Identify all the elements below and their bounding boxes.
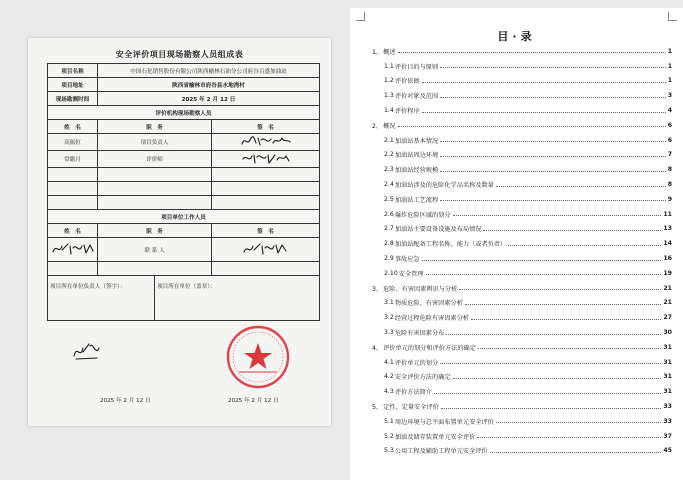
official-seal-stamp bbox=[225, 324, 291, 390]
toc-dot-leader bbox=[422, 112, 666, 113]
toc-entry-number: 2.1 bbox=[384, 136, 394, 144]
toc-entry[interactable] bbox=[372, 59, 672, 74]
toc-entry[interactable] bbox=[372, 133, 672, 148]
unit-section-heading: 项目单位工作人员 bbox=[48, 210, 320, 224]
project-address-label: 项目地址 bbox=[48, 78, 98, 92]
toc-entry-title: 加油站配备工程名称、能力（或者负责） bbox=[394, 241, 507, 249]
toc-entry-page: 8 bbox=[667, 181, 672, 189]
toc-entry-title: 加油站工艺流程 bbox=[394, 196, 439, 204]
col-name-header: 姓 名 bbox=[48, 120, 98, 134]
toc-entry-title: 安全管理 bbox=[398, 270, 424, 278]
unit-person-duty: 联 系 人 bbox=[98, 238, 212, 262]
toc-entry-number: 4、 bbox=[372, 344, 383, 352]
form-title: 安全评价项目现场勘察人员组成表 bbox=[115, 50, 244, 59]
toc-dot-leader bbox=[398, 126, 666, 127]
toc-entry-page: 31 bbox=[663, 343, 672, 351]
toc-entry[interactable] bbox=[372, 296, 672, 311]
leader-sign-date: 2025 年 2 月 12 日 bbox=[100, 398, 151, 404]
handwritten-signature bbox=[238, 134, 294, 148]
signature-cell bbox=[212, 151, 320, 168]
handwritten-signature bbox=[238, 151, 294, 165]
leader-sign-label: 项目所在单位负责人（签字）： bbox=[50, 284, 126, 290]
toc-entry-number: 2、 bbox=[372, 122, 383, 130]
unit-stamp-label: 项目所在单位（盖章）： bbox=[157, 284, 216, 290]
toc-title: 目·录 bbox=[497, 30, 536, 43]
toc-dot-leader bbox=[422, 82, 666, 83]
toc-entry-title: 加油站基本情况 bbox=[394, 137, 439, 145]
project-name-label: 项目名称 bbox=[48, 64, 98, 78]
toc-entry-title: 评价依据 bbox=[394, 78, 420, 86]
toc-entry-title: 加油及储存装置单元安全评价 bbox=[394, 433, 476, 441]
toc-entry-title: 概况 bbox=[383, 122, 396, 130]
toc-entry-title: 加油站主要设备设施及布局情况 bbox=[394, 226, 482, 234]
toc-entry-page: 31 bbox=[663, 358, 672, 366]
toc-entry-page: 3 bbox=[667, 92, 672, 100]
toc-entry[interactable] bbox=[372, 429, 672, 444]
col-sign-header: 签 名 bbox=[212, 120, 320, 134]
toc-entry-number: 5.3 bbox=[384, 447, 394, 455]
toc-dot-leader bbox=[440, 363, 661, 364]
toc-entry-number: 2.3 bbox=[384, 166, 394, 174]
toc-entry[interactable] bbox=[372, 325, 672, 340]
toc-entry-page: 14 bbox=[663, 240, 672, 248]
toc-entry-page: 31 bbox=[663, 373, 672, 381]
unit-col-name-header: 姓 名 bbox=[48, 224, 98, 238]
toc-entry-page: 31 bbox=[663, 388, 672, 396]
toc-entry-title: 评价单元的划分和评价方法的确定 bbox=[383, 344, 476, 352]
toc-dot-leader bbox=[496, 422, 662, 423]
handwritten-signature bbox=[50, 240, 96, 258]
leader-sign-cell bbox=[48, 276, 155, 321]
survey-time-label: 现场勘测时间 bbox=[48, 92, 98, 106]
toc-entry-page: 16 bbox=[663, 255, 672, 263]
toc-list bbox=[372, 44, 672, 458]
unit-stamp-cell bbox=[155, 276, 320, 321]
toc-entry-page: 21 bbox=[663, 299, 672, 307]
toc-entry-page: 8 bbox=[667, 166, 672, 174]
toc-entry-page: 6 bbox=[667, 136, 672, 144]
toc-entry-title: 评价单元的划分 bbox=[394, 359, 439, 367]
toc-dot-leader bbox=[477, 437, 661, 438]
toc-entry[interactable] bbox=[372, 414, 672, 429]
toc-entry-number: 2.5 bbox=[384, 195, 394, 203]
page-corner-mark bbox=[668, 12, 677, 21]
toc-entry-title: 评价对象及范围 bbox=[394, 93, 439, 101]
signature-cell bbox=[212, 238, 320, 262]
toc-entry-title: 物质危险、有害因素分析 bbox=[394, 300, 463, 308]
toc-entry[interactable] bbox=[372, 192, 672, 207]
toc-entry[interactable] bbox=[372, 236, 672, 251]
toc-entry-page: 30 bbox=[663, 329, 672, 337]
toc-dot-leader bbox=[490, 452, 662, 453]
toc-entry-number: 2.7 bbox=[384, 225, 394, 233]
toc-entry-title: 周边环境与总平面布置单元安全评价 bbox=[394, 418, 494, 426]
toc-entry-page: 27 bbox=[663, 314, 672, 322]
toc-entry-page: 11 bbox=[663, 210, 672, 218]
toc-entry-title: 加油站经营规模 bbox=[394, 167, 439, 175]
toc-dot-leader bbox=[441, 408, 662, 409]
survey-form-page bbox=[28, 38, 331, 426]
toc-entry-page: 19 bbox=[663, 269, 672, 277]
toc-entry[interactable] bbox=[372, 370, 672, 385]
toc-entry[interactable] bbox=[372, 148, 672, 163]
toc-entry-number: 5.2 bbox=[384, 432, 394, 440]
toc-entry[interactable] bbox=[372, 177, 672, 192]
person-duty: 评价师 bbox=[98, 151, 212, 168]
toc-entry[interactable] bbox=[372, 281, 672, 296]
toc-entry-page: 1 bbox=[667, 77, 672, 85]
toc-entry[interactable] bbox=[372, 444, 672, 459]
toc-dot-leader bbox=[453, 215, 662, 216]
signature-cell bbox=[212, 134, 320, 151]
toc-entry-number: 5、 bbox=[372, 404, 383, 412]
toc-dot-leader bbox=[440, 97, 666, 98]
toc-entry[interactable] bbox=[372, 162, 672, 177]
toc-entry-title: 爆炸危险区域的划分 bbox=[394, 211, 451, 219]
toc-entry-page: 4 bbox=[667, 107, 672, 115]
toc-entry-title: 加油站涉及的危险化学品名称及数量 bbox=[394, 182, 494, 190]
toc-entry-page: 1 bbox=[667, 47, 672, 55]
toc-entry-number: 1.1 bbox=[384, 62, 394, 70]
stamp-date: 2025 年 2 月 12 日 bbox=[228, 398, 279, 404]
toc-entry-number: 3.1 bbox=[384, 299, 394, 307]
toc-entry-number: 4.2 bbox=[384, 373, 394, 381]
toc-entry[interactable] bbox=[372, 384, 672, 399]
survey-time-value: 2025 年 2 月 12 日 bbox=[98, 92, 320, 106]
table-row bbox=[48, 238, 320, 262]
toc-entry-title: 公用工程及辅助工程单元安全评价 bbox=[394, 448, 488, 456]
person-name: 常瞻月 bbox=[48, 151, 98, 168]
toc-entry-title: 定性、定量安全评价 bbox=[383, 404, 439, 412]
toc-dot-leader bbox=[434, 393, 661, 394]
toc-entry-title: 评价方法简介 bbox=[394, 389, 432, 397]
toc-dot-leader bbox=[440, 200, 666, 201]
toc-dot-leader bbox=[459, 289, 661, 290]
toc-entry-title: 经营过程危险有害因素分析 bbox=[394, 315, 470, 323]
toc-entry-number: 3、 bbox=[372, 285, 383, 293]
toc-dot-leader bbox=[440, 156, 666, 157]
toc-dot-leader bbox=[453, 378, 662, 379]
toc-entry-page: 9 bbox=[667, 195, 672, 203]
toc-entry-number: 2.2 bbox=[384, 151, 394, 159]
toc-entry-title: 概述 bbox=[383, 48, 396, 56]
toc-entry-number: 2.8 bbox=[384, 240, 394, 248]
toc-entry-number: 1、 bbox=[372, 48, 383, 56]
agency-section-heading: 评价机构现场勘察人员 bbox=[48, 106, 320, 120]
toc-entry-title: 评价目的与原则 bbox=[394, 63, 439, 71]
toc-dot-leader bbox=[465, 304, 661, 305]
toc-entry-page: 1 bbox=[667, 62, 672, 70]
toc-entry-number: 2.4 bbox=[384, 181, 394, 189]
toc-entry-title: 危险、有害因素辨识与分析 bbox=[383, 285, 458, 293]
survey-personnel-table bbox=[47, 63, 320, 321]
toc-entry[interactable] bbox=[372, 118, 672, 133]
toc-entry-page: 6 bbox=[667, 121, 672, 129]
toc-entry-title: 加油站周边环境 bbox=[394, 152, 439, 160]
toc-entry-number: 4.1 bbox=[384, 358, 394, 366]
toc-dot-leader bbox=[496, 186, 666, 187]
toc-entry-number: 2.10 bbox=[384, 269, 398, 277]
toc-dot-leader bbox=[471, 319, 661, 320]
toc-entry-number: 3.3 bbox=[384, 329, 394, 337]
toc-dot-leader bbox=[508, 245, 661, 246]
unit-person-name-signature bbox=[48, 238, 98, 262]
toc-entry-title: 危险有害因素分布 bbox=[394, 330, 445, 338]
table-of-contents-page bbox=[350, 8, 683, 480]
col-duty-header: 职 务 bbox=[98, 120, 212, 134]
toc-dot-leader bbox=[440, 67, 666, 68]
leader-handwritten-signature bbox=[70, 338, 102, 364]
toc-dot-leader bbox=[440, 171, 666, 172]
toc-entry-title: 事故应急 bbox=[394, 256, 420, 264]
toc-entry-page: 37 bbox=[663, 432, 672, 440]
toc-entry[interactable] bbox=[372, 399, 672, 414]
project-name-value: 中国石化销售股份有限公司陕西榆林石油分公司府谷百盛加油站 bbox=[98, 64, 320, 78]
toc-entry-number: 1.2 bbox=[384, 77, 394, 85]
toc-entry-page: 45 bbox=[663, 447, 672, 455]
toc-entry-number: 1.3 bbox=[384, 92, 394, 100]
toc-entry-page: 21 bbox=[663, 284, 672, 292]
toc-entry[interactable] bbox=[372, 207, 672, 222]
toc-entry-number: 2.6 bbox=[384, 210, 394, 218]
toc-entry-page: 13 bbox=[663, 225, 672, 233]
toc-dot-leader bbox=[422, 260, 662, 261]
toc-entry-page: 33 bbox=[663, 403, 672, 411]
table-row bbox=[48, 151, 320, 168]
page-corner-mark bbox=[356, 12, 365, 21]
toc-entry-page: 33 bbox=[663, 417, 672, 425]
toc-dot-leader bbox=[478, 348, 661, 349]
toc-entry[interactable] bbox=[372, 355, 672, 370]
toc-entry[interactable] bbox=[372, 103, 672, 118]
toc-entry-title: 评价程序 bbox=[394, 108, 420, 116]
toc-entry-number: 2.9 bbox=[384, 255, 394, 263]
project-address-value: 陕西省榆林市府谷县水地湾村 bbox=[98, 78, 320, 92]
toc-entry[interactable] bbox=[372, 266, 672, 281]
handwritten-signature bbox=[238, 240, 294, 258]
toc-dot-leader bbox=[440, 141, 666, 142]
toc-entry-number: 1.4 bbox=[384, 107, 394, 115]
toc-entry[interactable] bbox=[372, 88, 672, 103]
toc-entry[interactable] bbox=[372, 44, 672, 59]
person-duty: 项目负责人 bbox=[98, 134, 212, 151]
toc-entry-title: 安全评价方法的确定 bbox=[394, 374, 451, 382]
person-name: 高振恒 bbox=[48, 134, 98, 151]
toc-dot-leader bbox=[426, 274, 662, 275]
toc-entry-number: 5.1 bbox=[384, 417, 394, 425]
toc-entry[interactable] bbox=[372, 340, 672, 355]
unit-col-sign-header: 签 名 bbox=[212, 224, 320, 238]
table-row bbox=[48, 134, 320, 151]
toc-dot-leader bbox=[398, 52, 666, 53]
toc-entry-number: 3.2 bbox=[384, 314, 394, 322]
toc-dot-leader bbox=[483, 230, 661, 231]
toc-entry[interactable] bbox=[372, 310, 672, 325]
toc-entry-number: 4.3 bbox=[384, 388, 394, 396]
toc-entry[interactable] bbox=[372, 222, 672, 237]
toc-entry[interactable] bbox=[372, 74, 672, 89]
toc-dot-leader bbox=[446, 334, 661, 335]
toc-entry[interactable] bbox=[372, 251, 672, 266]
unit-col-duty-header: 职 务 bbox=[98, 224, 212, 238]
toc-entry-page: 7 bbox=[667, 151, 672, 159]
